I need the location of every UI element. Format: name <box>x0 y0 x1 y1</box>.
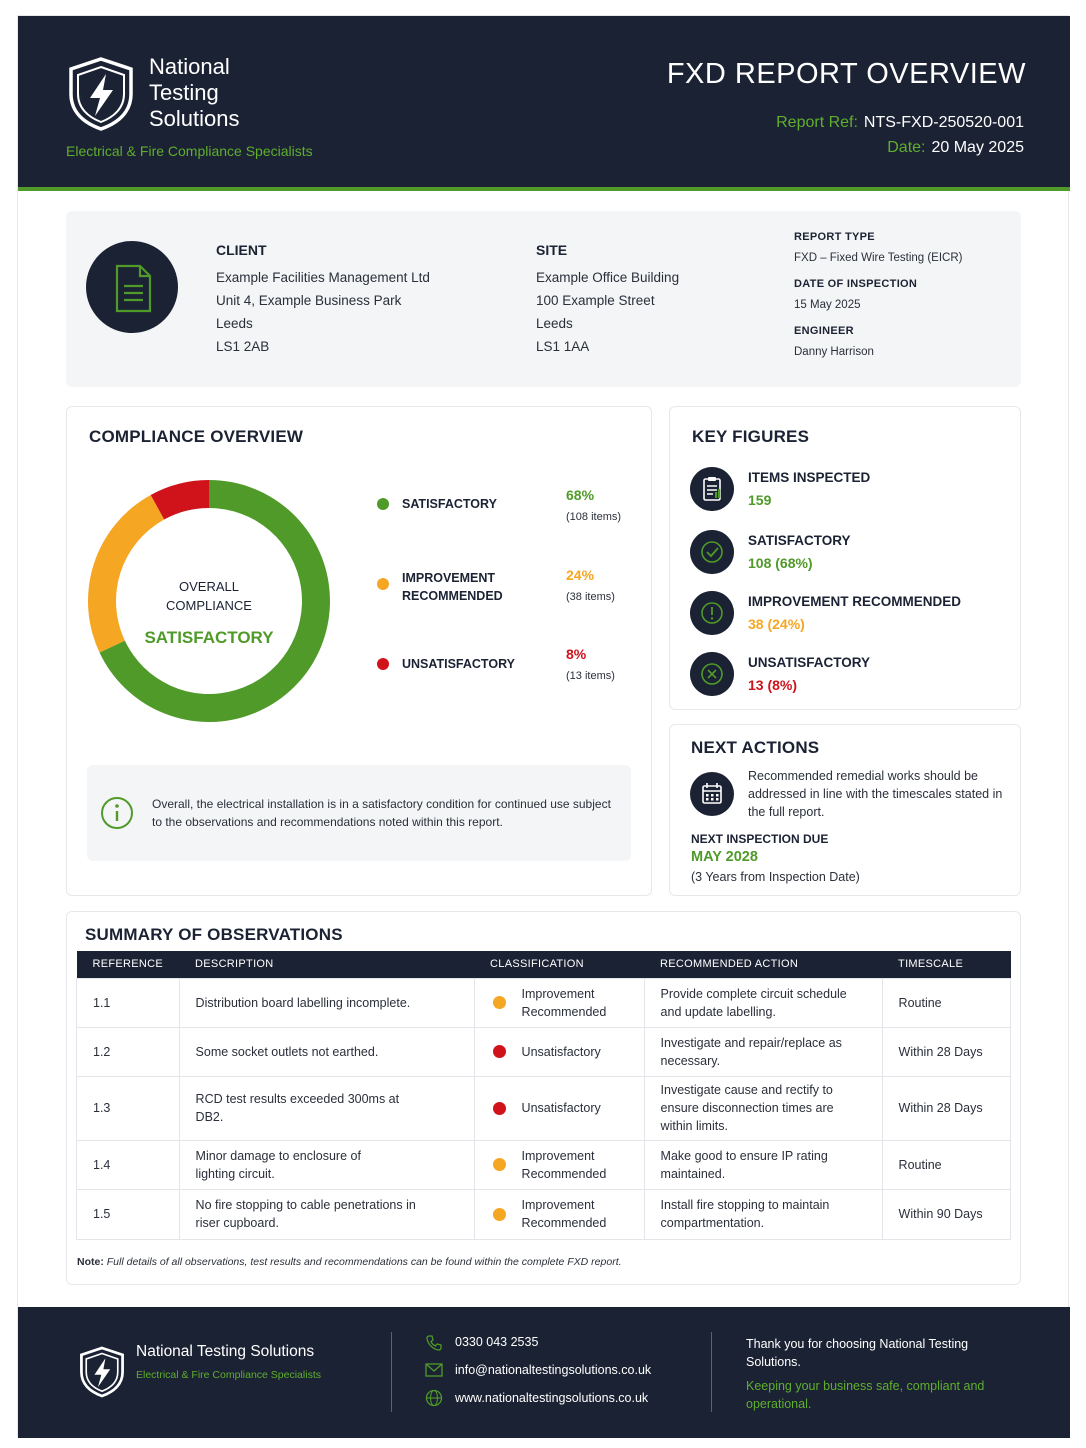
site-line: 100 Example Street <box>536 293 655 308</box>
inspection-date-label: DATE OF INSPECTION <box>794 278 918 290</box>
next-inspection-value: MAY 2028 <box>691 849 758 865</box>
table-row <box>77 1140 1011 1189</box>
cell-reference: 1.3 <box>77 1076 180 1140</box>
report-title: FXD REPORT OVERVIEW <box>666 58 1026 90</box>
exclamation-circle-icon <box>690 591 734 635</box>
legend-count: (13 items) <box>566 670 615 682</box>
legend-percent: 68% <box>566 487 595 503</box>
footer-tagline: Electrical & Fire Compliance Specialists <box>136 1369 321 1381</box>
classification-dot <box>493 1045 506 1058</box>
client-line: Example Facilities Management Ltd <box>216 270 430 285</box>
legend-name: UNSATISFACTORY <box>402 657 515 671</box>
key-figure-label: ITEMS INSPECTED <box>748 470 871 485</box>
cell-description: Distribution board labelling incomplete. <box>179 978 474 1027</box>
compliance-title: COMPLIANCE OVERVIEW <box>89 427 304 446</box>
table-header-row <box>77 951 1011 978</box>
compliance-overview-card <box>66 406 652 896</box>
classification-dot <box>493 1102 506 1115</box>
phone-icon <box>425 1334 443 1352</box>
footer-thanks: Thank you for choosing National Testing Solutions. <box>746 1337 969 1369</box>
cell-action: Install fire stopping to maintain compartmentation. <box>660 1198 830 1230</box>
cell-action: Investigate and repair/replace as necessary. <box>644 1027 882 1076</box>
brand-tagline: Electrical & Fire Compliance Specialists <box>66 143 313 159</box>
footer-divider <box>711 1332 712 1412</box>
client-site-info-panel <box>66 211 1021 387</box>
cell-timescale: Routine <box>882 978 1010 1027</box>
legend-percent: 8% <box>566 646 587 662</box>
cell-timescale: Routine <box>882 1140 1010 1189</box>
cell-description: RCD test results exceeded 300ms at DB2. <box>195 1092 400 1124</box>
legend-dot <box>377 578 389 590</box>
site-line: LS1 1AA <box>536 339 590 354</box>
report-date: Date: 20 May 2025 <box>887 139 1024 156</box>
classification-dot <box>493 1158 506 1171</box>
cell-description: Some socket outlets not earthed. <box>179 1027 474 1076</box>
next-actions-card <box>669 724 1021 896</box>
legend-count: (108 items) <box>566 511 622 523</box>
cell-action: Provide complete circuit schedule and update labelling. <box>644 978 882 1027</box>
report-footer <box>18 1307 1070 1438</box>
site-line: Example Office Building <box>536 270 680 285</box>
donut-center-line1: OVERALL <box>179 579 239 594</box>
donut-center-line2: COMPLIANCE <box>166 598 252 613</box>
engineer-label: ENGINEER <box>794 325 854 337</box>
legend-count: (38 items) <box>566 591 615 603</box>
observations-card <box>66 911 1021 1285</box>
report-type-label: REPORT TYPE <box>794 231 875 243</box>
key-figure-value: 38 (24%) <box>748 616 805 632</box>
footer-divider <box>391 1332 392 1412</box>
next-inspection-note: (3 Years from Inspection Date) <box>691 870 860 884</box>
info-icon <box>100 796 134 830</box>
client-line: Unit 4, Example Business Park <box>216 293 402 308</box>
compliance-summary-note <box>87 765 631 861</box>
cell-reference: 1.4 <box>77 1140 180 1189</box>
table-row <box>77 1189 1011 1239</box>
cell-action: Investigate cause and rectify to ensure disconnection times are within limits. <box>660 1083 834 1133</box>
table-row <box>77 1027 1011 1076</box>
brand-name: National Testing Solutions <box>149 54 240 131</box>
cell-classification: Improvement Recommended <box>521 1198 607 1230</box>
observations-table <box>76 951 1011 1240</box>
legend-name: IMPROVEMENT RECOMMENDED <box>402 571 503 603</box>
globe-icon <box>425 1389 443 1407</box>
key-figure-improvement <box>690 591 1010 637</box>
column-header: CLASSIFICATION <box>474 951 644 978</box>
cell-classification: Improvement Recommended <box>521 1148 607 1181</box>
observations-note: Note: Full details of all observations, test results and recommendations can be found within the complete FXD report. <box>77 1256 622 1268</box>
cell-reference: 1.2 <box>77 1027 180 1076</box>
column-header: REFERENCE <box>77 951 180 978</box>
cell-timescale: Within 28 Days <box>882 1076 1010 1140</box>
check-circle-icon <box>690 530 734 574</box>
key-figure-label: UNSATISFACTORY <box>748 655 871 670</box>
legend-dot <box>377 498 389 510</box>
key-figure-label: SATISFACTORY <box>748 533 851 548</box>
key-figure-value: 108 (68%) <box>748 555 813 571</box>
table-row <box>77 1076 1011 1140</box>
next-actions-title: NEXT ACTIONS <box>691 738 820 757</box>
site-heading: SITE <box>536 242 568 258</box>
key-figure-items-inspected <box>690 467 1010 513</box>
client-details <box>216 242 430 358</box>
footer-website[interactable]: www.nationaltestingsolutions.co.uk <box>455 1391 649 1405</box>
document-icon <box>86 241 178 333</box>
engineer-value: Danny Harrison <box>794 346 874 358</box>
footer-email[interactable]: info@nationaltestingsolutions.co.uk <box>455 1363 652 1377</box>
cell-timescale: Within 90 Days <box>882 1189 1010 1239</box>
cell-classification: Unsatisfactory <box>521 1101 601 1115</box>
footer-phone[interactable]: 0330 043 2535 <box>455 1335 539 1349</box>
column-header: RECOMMENDED ACTION <box>644 951 882 978</box>
compliance-donut-chart <box>87 479 331 723</box>
cell-classification: Improvement Recommended <box>521 986 607 1019</box>
legend-name: SATISFACTORY <box>402 497 497 511</box>
client-heading: CLIENT <box>216 242 267 258</box>
cell-reference: 1.1 <box>77 978 180 1027</box>
classification-dot <box>493 996 506 1009</box>
client-line: LS1 2AB <box>216 339 270 354</box>
key-figure-value: 13 (8%) <box>748 677 798 693</box>
table-row <box>77 978 1011 1027</box>
key-figure-unsatisfactory <box>690 652 1010 698</box>
report-type-value: FXD – Fixed Wire Testing (EICR) <box>794 252 963 264</box>
cell-classification: Unsatisfactory <box>521 1044 601 1059</box>
column-header: DESCRIPTION <box>179 951 474 978</box>
key-figures-card <box>669 406 1021 710</box>
footer-company-name: National Testing Solutions <box>136 1343 315 1360</box>
next-actions-text: Recommended remedial works should be addressed in line with the timescales stated in the full report. <box>748 769 1003 819</box>
clipboard-icon <box>690 467 734 511</box>
donut-center-status: SATISFACTORY <box>144 628 274 647</box>
report-header <box>18 16 1070 191</box>
next-inspection-label: NEXT INSPECTION DUE <box>691 832 829 846</box>
x-circle-icon <box>690 652 734 696</box>
report-meta <box>794 231 963 372</box>
shield-bolt-logo-icon <box>66 56 136 132</box>
key-figure-satisfactory <box>690 530 1010 576</box>
report-page <box>17 15 1069 1437</box>
cell-description: No fire stopping to cable penetrations in riser cupboard. <box>195 1198 416 1230</box>
client-line: Leeds <box>216 316 253 331</box>
key-figure-value: 159 <box>748 492 772 508</box>
column-header: TIMESCALE <box>882 951 1010 978</box>
calendar-icon <box>690 772 734 816</box>
inspection-date-value: 15 May 2025 <box>794 299 861 311</box>
cell-reference: 1.5 <box>77 1189 180 1239</box>
cell-description: Minor damage to enclosure of lighting circuit. <box>195 1148 361 1181</box>
shield-bolt-logo-icon <box>78 1345 126 1399</box>
footer-slogan: Keeping your business safe, compliant and operational. <box>746 1379 985 1411</box>
classification-dot <box>493 1208 506 1221</box>
legend-percent: 24% <box>566 567 595 583</box>
report-ref: Report Ref: NTS-FXD-250520-001 <box>776 114 1024 131</box>
cell-action: Make good to ensure IP rating maintained. <box>660 1148 828 1181</box>
legend-dot <box>377 658 389 670</box>
site-line: Leeds <box>536 316 573 331</box>
compliance-summary-text: Overall, the electrical installation is in a satisfactory condition for continued use subject to the observations and recommendations noted within this report. <box>152 797 611 829</box>
key-figure-label: IMPROVEMENT RECOMMENDED <box>748 594 962 609</box>
key-figures-title: KEY FIGURES <box>692 427 810 446</box>
site-details <box>536 242 679 358</box>
cell-timescale: Within 28 Days <box>882 1027 1010 1076</box>
email-icon <box>425 1363 443 1377</box>
observations-title: SUMMARY OF OBSERVATIONS <box>85 925 343 944</box>
